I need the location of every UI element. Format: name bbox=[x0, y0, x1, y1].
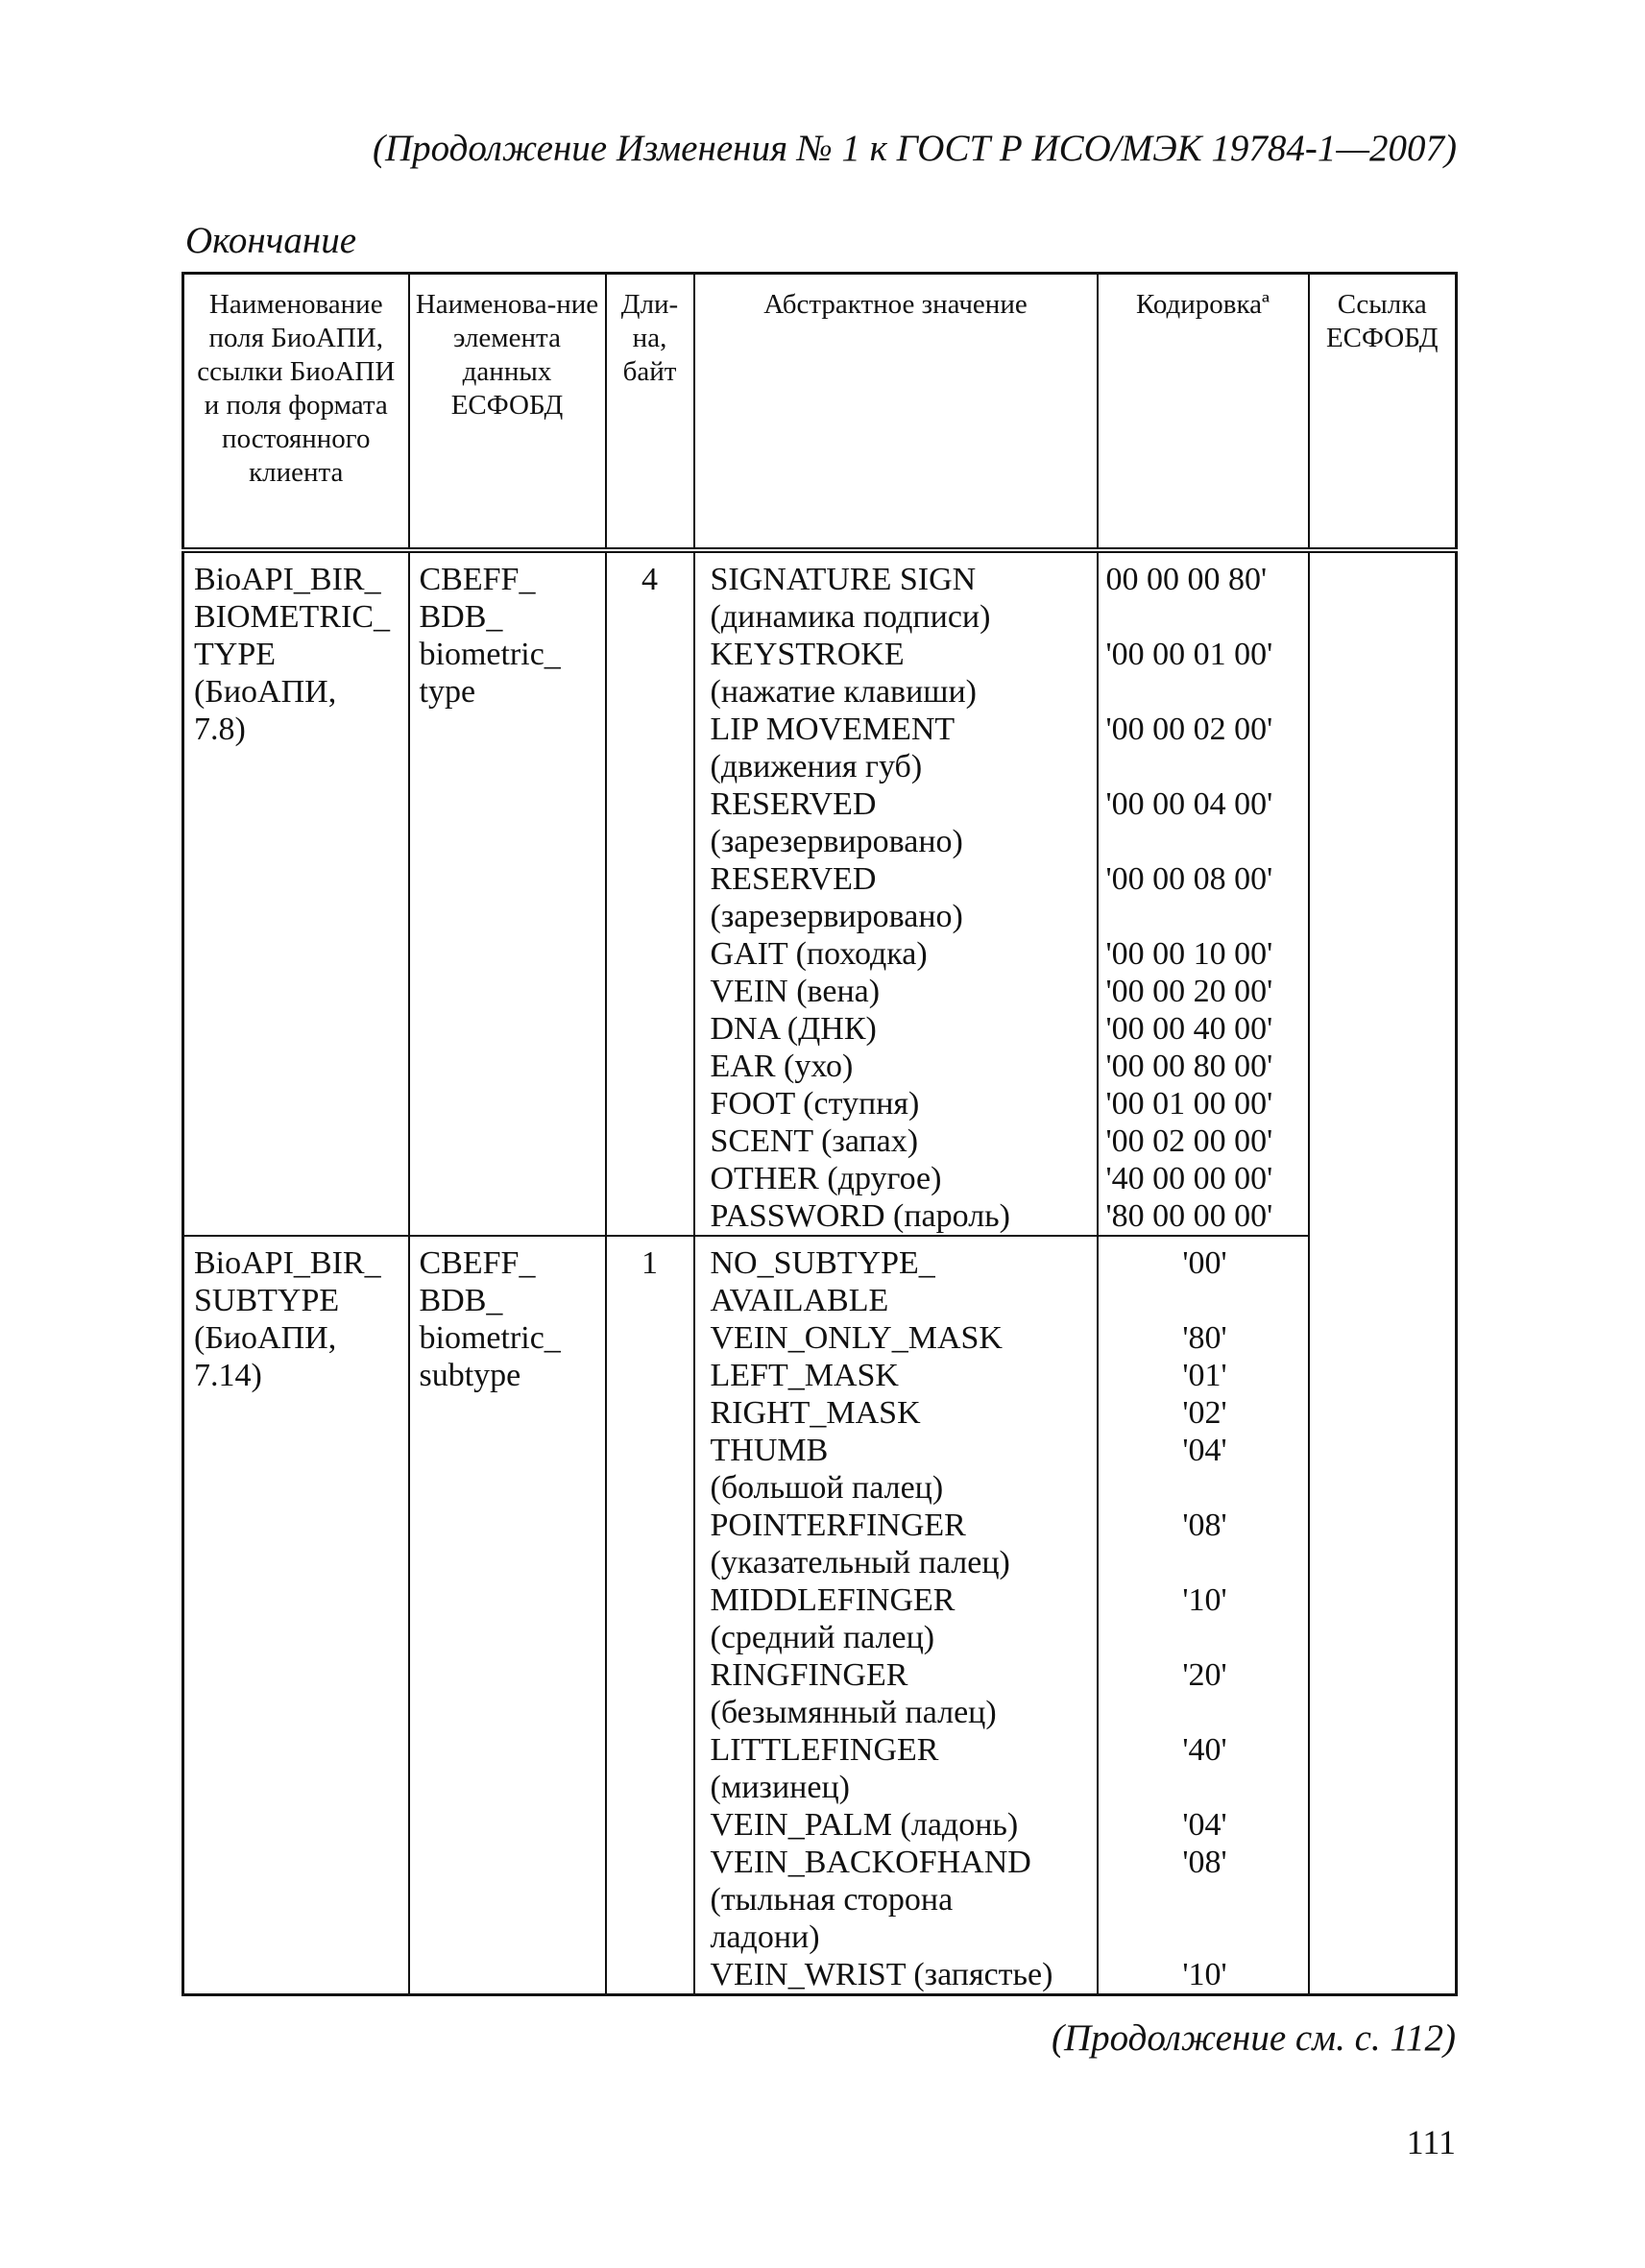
abstract-value-line: (мизинец) bbox=[710, 1770, 850, 1805]
abstract-value-line: (нажатие клавиши) bbox=[710, 674, 977, 710]
encoding-value: '00 00 10 00' bbox=[1105, 936, 1273, 972]
abstract-value-line: (динамика подписи) bbox=[710, 599, 991, 635]
column-header-abstract-value: Абстрактное значение bbox=[694, 274, 1098, 551]
element-name-line: subtype bbox=[419, 1358, 521, 1393]
table-header-row bbox=[183, 274, 1457, 551]
abstract-value-line: VEIN (вена) bbox=[710, 974, 881, 1009]
element-name-line: biometric_ bbox=[419, 637, 561, 672]
abstract-value-line: SCENT (запах) bbox=[710, 1123, 919, 1159]
field-name-line: 7.8) bbox=[194, 712, 246, 747]
abstract-value-cell bbox=[694, 1236, 1098, 1995]
element-name-cell bbox=[409, 1236, 606, 1995]
encoding-spacer bbox=[1106, 823, 1304, 860]
abstract-value-line: EAR (ухо) bbox=[710, 1049, 854, 1084]
field-name-line: TYPE bbox=[194, 637, 276, 672]
abstract-value-line: (средний палец) bbox=[710, 1620, 935, 1655]
field-name-line: BIOMETRIC_ bbox=[194, 599, 390, 635]
encoding-value: '00 02 00 00' bbox=[1105, 1123, 1273, 1159]
encoding-value: '00 00 02 00' bbox=[1105, 712, 1273, 747]
abstract-value-line: AVAILABLE bbox=[710, 1283, 889, 1318]
element-name-line: CBEFF_ bbox=[419, 562, 536, 597]
field-name-line: (БиоАПИ, bbox=[194, 674, 337, 710]
encoding-value: '08' bbox=[1182, 1845, 1227, 1880]
element-name-line: CBEFF_ bbox=[419, 1245, 536, 1281]
column-header-reference: Ссылка ЕСФОБД bbox=[1309, 274, 1457, 551]
abstract-value-line: FOOT (ступня) bbox=[710, 1086, 920, 1122]
abstract-value-line: NO_SUBTYPE_ bbox=[710, 1245, 935, 1281]
encoding-value: '40' bbox=[1182, 1732, 1227, 1768]
encoding-value: '00' bbox=[1182, 1245, 1227, 1281]
encoding-value: '04' bbox=[1182, 1433, 1227, 1468]
encoding-spacer bbox=[1106, 1694, 1304, 1731]
abstract-value-line: LIP MOVEMENT bbox=[710, 712, 956, 747]
abstract-value-line: LEFT_MASK bbox=[710, 1358, 899, 1393]
encoding-value: '00 00 08 00' bbox=[1105, 861, 1273, 897]
abstract-value-line: DNA (ДНК) bbox=[710, 1011, 877, 1047]
encoding-spacer bbox=[1106, 1544, 1304, 1581]
abstract-value-line: GAIT (походка) bbox=[710, 936, 928, 972]
element-name-line: BDB_ bbox=[419, 599, 503, 635]
abstract-value-line: (движения губ) bbox=[710, 749, 923, 784]
encoding-spacer bbox=[1106, 1619, 1304, 1656]
encoding-value: '00 01 00 00' bbox=[1105, 1086, 1273, 1122]
abstract-value-line: LITTLEFINGER bbox=[710, 1732, 939, 1768]
abstract-value-line: (безымянный палец) bbox=[710, 1695, 997, 1730]
field-name-line: SUBTYPE bbox=[194, 1283, 340, 1318]
column-header-field-name: Наименование поля БиоАПИ, ссылки БиоАПИ и поля формата постоянного клиента bbox=[183, 274, 409, 551]
field-name-cell bbox=[183, 550, 409, 1236]
element-name-line: BDB_ bbox=[419, 1283, 503, 1318]
abstract-value-line: KEYSTROKE bbox=[710, 637, 905, 672]
encoding-value: '20' bbox=[1182, 1657, 1227, 1693]
abstract-value-line: VEIN_ONLY_MASK bbox=[710, 1320, 1003, 1356]
reference-cell bbox=[1309, 550, 1457, 1995]
element-name-line: type bbox=[419, 674, 476, 710]
abstract-value-line: (тыльная сторона bbox=[710, 1882, 954, 1918]
abstract-value-line: SIGNATURE SIGN bbox=[710, 562, 977, 597]
encoding-spacer bbox=[1106, 1881, 1304, 1918]
encoding-spacer bbox=[1106, 748, 1304, 785]
abstract-value-line: THUMB bbox=[710, 1433, 829, 1468]
encoding-cell bbox=[1098, 550, 1309, 1236]
length-cell: 1 bbox=[606, 1236, 694, 1995]
table-row bbox=[183, 550, 1457, 1236]
table-caption: Окончание bbox=[185, 220, 357, 261]
encoding-value: '02' bbox=[1182, 1395, 1227, 1431]
page-number: 111 bbox=[1406, 2123, 1456, 2161]
field-name-line: (БиоАПИ, bbox=[194, 1320, 337, 1356]
abstract-value-line: (зарезервировано) bbox=[710, 899, 963, 934]
field-name-line: BioAPI_BIR_ bbox=[194, 562, 381, 597]
encoding-spacer bbox=[1106, 1469, 1304, 1507]
length-cell: 4 bbox=[606, 550, 694, 1236]
abstract-value-line: VEIN_BACKOFHAND bbox=[710, 1845, 1031, 1880]
encoding-value: '00 00 80 00' bbox=[1105, 1049, 1273, 1084]
element-name-cell bbox=[409, 550, 606, 1236]
encoding-value: '08' bbox=[1182, 1508, 1227, 1543]
encoding-value: 00 00 00 80' bbox=[1105, 562, 1268, 597]
encoding-spacer bbox=[1106, 598, 1304, 636]
encoding-value: '10' bbox=[1182, 1582, 1227, 1618]
table-row bbox=[183, 1236, 1457, 1995]
abstract-value-line: (указательный палец) bbox=[710, 1545, 1010, 1580]
abstract-value-line: OTHER (другое) bbox=[710, 1161, 942, 1196]
encoding-value: '80 00 00 00' bbox=[1105, 1198, 1273, 1234]
abstract-value-line: PASSWORD (пароль) bbox=[710, 1198, 1010, 1234]
abstract-value-line: MIDDLEFINGER bbox=[710, 1582, 956, 1618]
encoding-value: '01' bbox=[1182, 1358, 1227, 1393]
abstract-value-line: VEIN_PALM (ладонь) bbox=[710, 1807, 1019, 1843]
abstract-value-cell bbox=[694, 550, 1098, 1236]
field-name-line: BioAPI_BIR_ bbox=[194, 1245, 381, 1281]
abstract-value-line: VEIN_WRIST (запястье) bbox=[710, 1957, 1053, 1992]
abstract-value-line: ладони) bbox=[710, 1919, 820, 1955]
encoding-value: '40 00 00 00' bbox=[1105, 1161, 1273, 1196]
abstract-value-line: (зарезервировано) bbox=[710, 824, 963, 859]
abstract-value-line: RESERVED bbox=[710, 786, 877, 822]
column-header-encoding: Кодировкаª bbox=[1098, 274, 1309, 551]
encoding-spacer bbox=[1106, 898, 1304, 935]
document-header: (Продолжение Изменения № 1 к ГОСТ Р ИСО/МЭК 19784-1—2007) bbox=[372, 128, 1457, 169]
encoding-table bbox=[181, 272, 1458, 1996]
column-header-element-name: Наименова-ние элемента данных ЕСФОБД bbox=[409, 274, 606, 551]
element-name-line: biometric_ bbox=[419, 1320, 561, 1356]
encoding-value: '80' bbox=[1182, 1320, 1227, 1356]
encoding-cell bbox=[1098, 1236, 1309, 1995]
field-name-line: 7.14) bbox=[194, 1358, 262, 1393]
encoding-spacer bbox=[1106, 673, 1304, 711]
encoding-value: '04' bbox=[1182, 1807, 1227, 1843]
continuation-note: (Продолжение см. с. 112) bbox=[1052, 2017, 1456, 2059]
encoding-spacer bbox=[1106, 1282, 1304, 1319]
encoding-value: '10' bbox=[1182, 1957, 1227, 1992]
encoding-value: '00 00 04 00' bbox=[1105, 786, 1273, 822]
abstract-value-line: RESERVED bbox=[710, 861, 877, 897]
abstract-value-line: POINTERFINGER bbox=[710, 1508, 966, 1543]
abstract-value-line: (большой палец) bbox=[710, 1470, 944, 1506]
encoding-spacer bbox=[1106, 1918, 1304, 1956]
encoding-value: '00 00 20 00' bbox=[1105, 974, 1273, 1009]
encoding-value: '00 00 40 00' bbox=[1105, 1011, 1273, 1047]
encoding-value: '00 00 01 00' bbox=[1105, 637, 1273, 672]
field-name-cell bbox=[183, 1236, 409, 1995]
abstract-value-line: RINGFINGER bbox=[710, 1657, 908, 1693]
encoding-spacer bbox=[1106, 1769, 1304, 1806]
column-header-length: Дли-на, байт bbox=[606, 274, 694, 551]
abstract-value-line: RIGHT_MASK bbox=[710, 1395, 921, 1431]
